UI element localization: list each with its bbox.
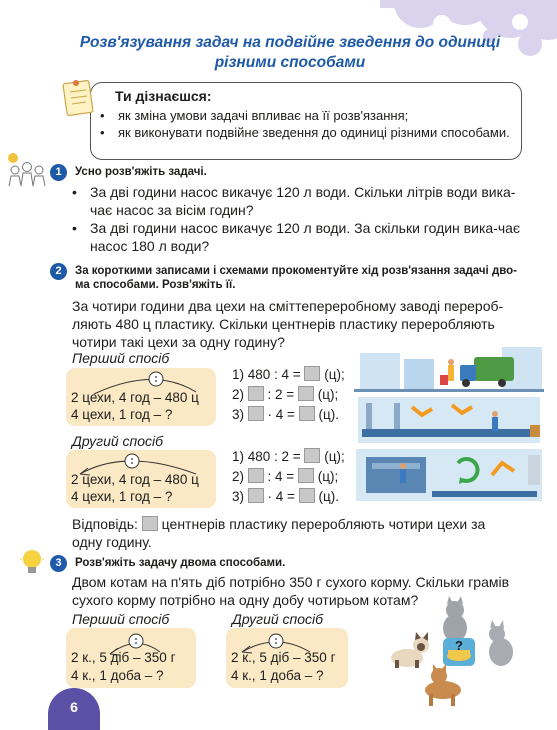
task-number-1: 1 bbox=[50, 164, 67, 181]
lightbulb-icon bbox=[20, 548, 44, 578]
bowl-question-mark: ? bbox=[455, 638, 463, 653]
learn-item: • як зміна умови задачі впливає на її розв'язання; bbox=[100, 108, 409, 123]
scheme-line-1: 2 к., 5 діб – 350 г bbox=[231, 650, 336, 665]
scheme-line-2: 4 цехи, 1 год – ? bbox=[71, 489, 173, 504]
learn-list bbox=[100, 107, 510, 141]
page-title bbox=[60, 33, 520, 73]
title-line-1: Розв'язування задач на подвійне зведення до одиниці bbox=[79, 34, 501, 51]
way1-equations bbox=[232, 365, 345, 425]
answer-box[interactable] bbox=[304, 448, 320, 463]
scheme-line-2: 4 к., 1 доба – ? bbox=[231, 668, 324, 683]
answer-box[interactable] bbox=[299, 406, 315, 421]
note-icon bbox=[62, 78, 96, 118]
equation: 1) 480 : 4 = (ц); bbox=[232, 367, 345, 382]
task1-heading: Усно розв'яжіть задачі. bbox=[75, 166, 207, 178]
way1-scheme bbox=[66, 368, 216, 426]
task2-text: За чотири години два цехи на сміттепереробному заводі перероб-ляють 480 ц пластику. Скільки центнерів пластику переробляють чотири такі цехи за одну годину? bbox=[72, 298, 504, 350]
way1-label: Перший спосіб bbox=[72, 350, 170, 366]
task1-item: • За дві години насос викачує 120 л води. За скільки годин вика-чає насос 180 л води? bbox=[72, 220, 521, 254]
way2-equations bbox=[232, 447, 345, 507]
answer-box[interactable] bbox=[248, 468, 264, 483]
learn-item: • як виконувати подвійне зведення до одиниці різними способами. bbox=[100, 125, 510, 140]
scheme-line-1: 2 к., 5 діб – 350 г bbox=[71, 650, 176, 665]
task3-text: Двом котам на п'ять діб потрібно 350 г сухого корму. Скільки грамів сухого корму потрібно на одну добу чотирьом котам? bbox=[72, 574, 510, 608]
recycling-factory-illustration bbox=[352, 345, 547, 505]
title-line-2: різними способами bbox=[214, 54, 366, 71]
scheme-line-1: 2 цехи, 4 год – 480 ц bbox=[71, 390, 199, 405]
task3-heading: Розв'яжіть задачу двома способами. bbox=[75, 557, 286, 569]
task1-item: • За дві години насос викачує 120 л води. Скільки літрів води вика-чає насос за вісім годин? bbox=[72, 184, 516, 218]
equation: 2) : 2 = (ц); bbox=[232, 387, 339, 402]
answer-box[interactable] bbox=[248, 406, 264, 421]
learn-heading: Ти дізнаєшся: bbox=[115, 88, 212, 104]
answer-box[interactable] bbox=[298, 386, 314, 401]
answer-box[interactable] bbox=[299, 488, 315, 503]
task3-way2-scheme bbox=[226, 628, 348, 688]
task-number-2: 2 bbox=[50, 263, 67, 280]
task2-heading: За короткими записами і схемами прокоментуйте хід розв'язання задачі дво-ма способами. Розв'яжіть її. bbox=[75, 265, 518, 291]
page-number: 6 bbox=[48, 688, 100, 730]
way2-scheme bbox=[66, 450, 216, 508]
answer-box[interactable] bbox=[248, 488, 264, 503]
way1-label: Перший спосіб bbox=[72, 611, 170, 627]
answer-box[interactable] bbox=[142, 516, 158, 531]
equation: 3) · 4 = (ц). bbox=[232, 489, 339, 504]
cats-illustration bbox=[385, 590, 525, 715]
scheme-line-2: 4 к., 1 доба – ? bbox=[71, 668, 164, 683]
task-number-3: 3 bbox=[50, 555, 67, 572]
task2-answer: Відповідь: центнерів пластику переробляють чотири цехи за одну годину. bbox=[72, 516, 486, 550]
answer-box[interactable] bbox=[248, 386, 264, 401]
group-thinking-icon bbox=[5, 150, 49, 188]
equation: 3) · 4 = (ц). bbox=[232, 407, 339, 422]
way2-label: Другий спосіб bbox=[232, 611, 324, 627]
equation: 2) : 4 = (ц); bbox=[232, 469, 339, 484]
scheme-line-1: 2 цехи, 4 год – 480 ц bbox=[71, 472, 199, 487]
answer-box[interactable] bbox=[298, 468, 314, 483]
answer-box[interactable] bbox=[304, 366, 320, 381]
way2-label: Другий спосіб bbox=[72, 433, 164, 449]
equation: 1) 480 : 2 = (ц); bbox=[232, 449, 345, 464]
task1-list bbox=[72, 183, 527, 255]
scheme-line-2: 4 цехи, 1 год – ? bbox=[71, 407, 173, 422]
task3-way1-scheme bbox=[66, 628, 196, 688]
